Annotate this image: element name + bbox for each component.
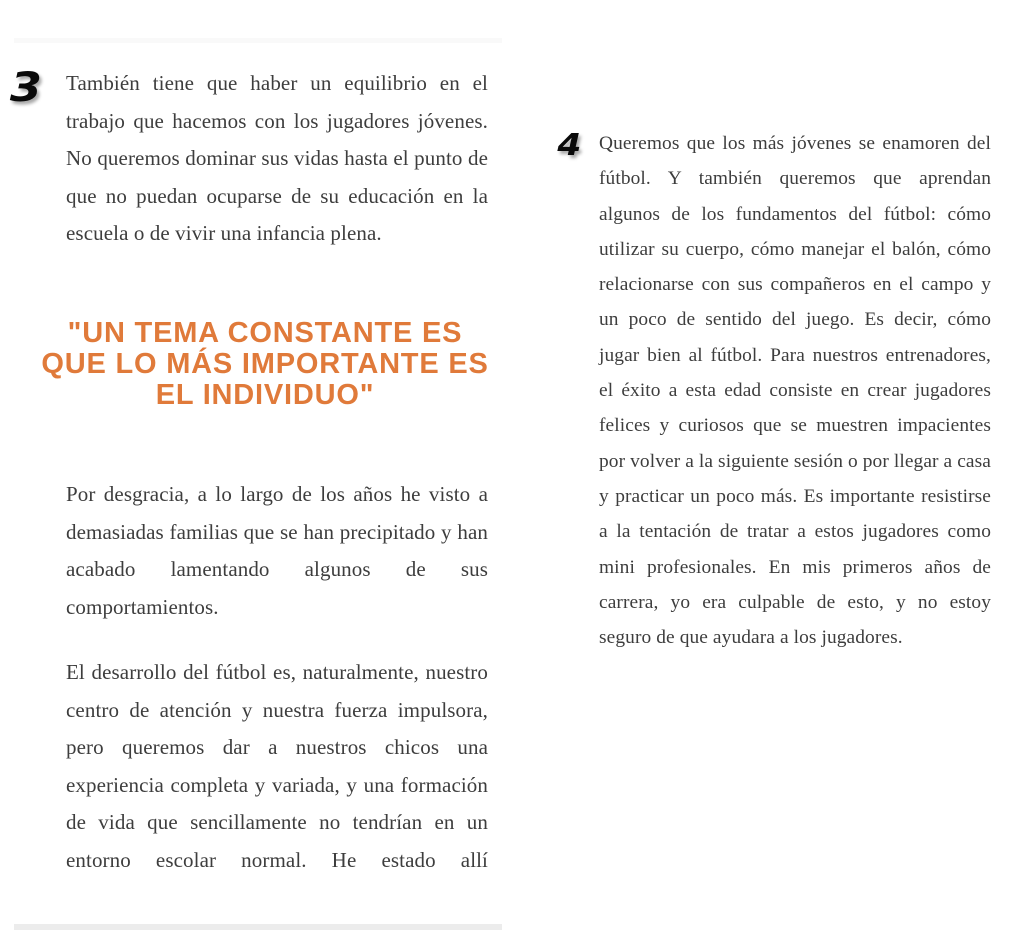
pull-quote: "UN TEMA CONSTANTE ES QUE LO MÁS IMPORTANTE ES EL INDIVIDUO"	[41, 317, 489, 411]
page-bottom-edge	[14, 924, 502, 930]
section-number-4: 4	[557, 128, 582, 163]
left-paragraph-3: El desarrollo del fútbol es, naturalmente, nuestro centro de atención y nuestra fuerza impulsora, pero queremos dar a nuestros chicos una experiencia completa y variada, y una formación de vida que sencillamente no tendrían en un entorno escolar normal. He estado allí	[66, 660, 488, 872]
left-paragraph-2: Por desgracia, a lo largo de los años he visto a demasiadas familias que se han precipitado y han acabado lamentando algunos de sus comportamientos.	[66, 482, 488, 619]
section-number-3: 3	[9, 65, 42, 111]
right-paragraph-1: Queremos que los más jóvenes se enamoren del fútbol. Y también queremos que aprendan algunos de los fundamentos del fútbol: cómo utilizar su cuerpo, cómo manejar el balón, cómo relacionarse con sus compañeros en el campo y un poco de sentido del juego. Es decir, cómo jugar bien al fútbol. Para nuestros entrenadores, el éxito a esta edad consiste en crear jugadores felices y curiosos que se muestren impacientes por volver a la siguiente sesión o por llegar a casa y practicar un poco más. Es importante resistirse a la tentación de tratar a estos jugadores como mini profesionales. En mis primeros años de carrera, yo era culpable de esto, y no estoy seguro de que ayudara a los jugadores.	[599, 133, 991, 649]
left-paragraph-1: También tiene que haber un equilibrio en el trabajo que hacemos con los jugadores jóvenes. No queremos dominar sus vidas hasta el punto de que no puedan ocuparse de su educación en la escuela o de vivir una infancia plena.	[66, 71, 488, 246]
page-top-edge	[14, 38, 502, 43]
